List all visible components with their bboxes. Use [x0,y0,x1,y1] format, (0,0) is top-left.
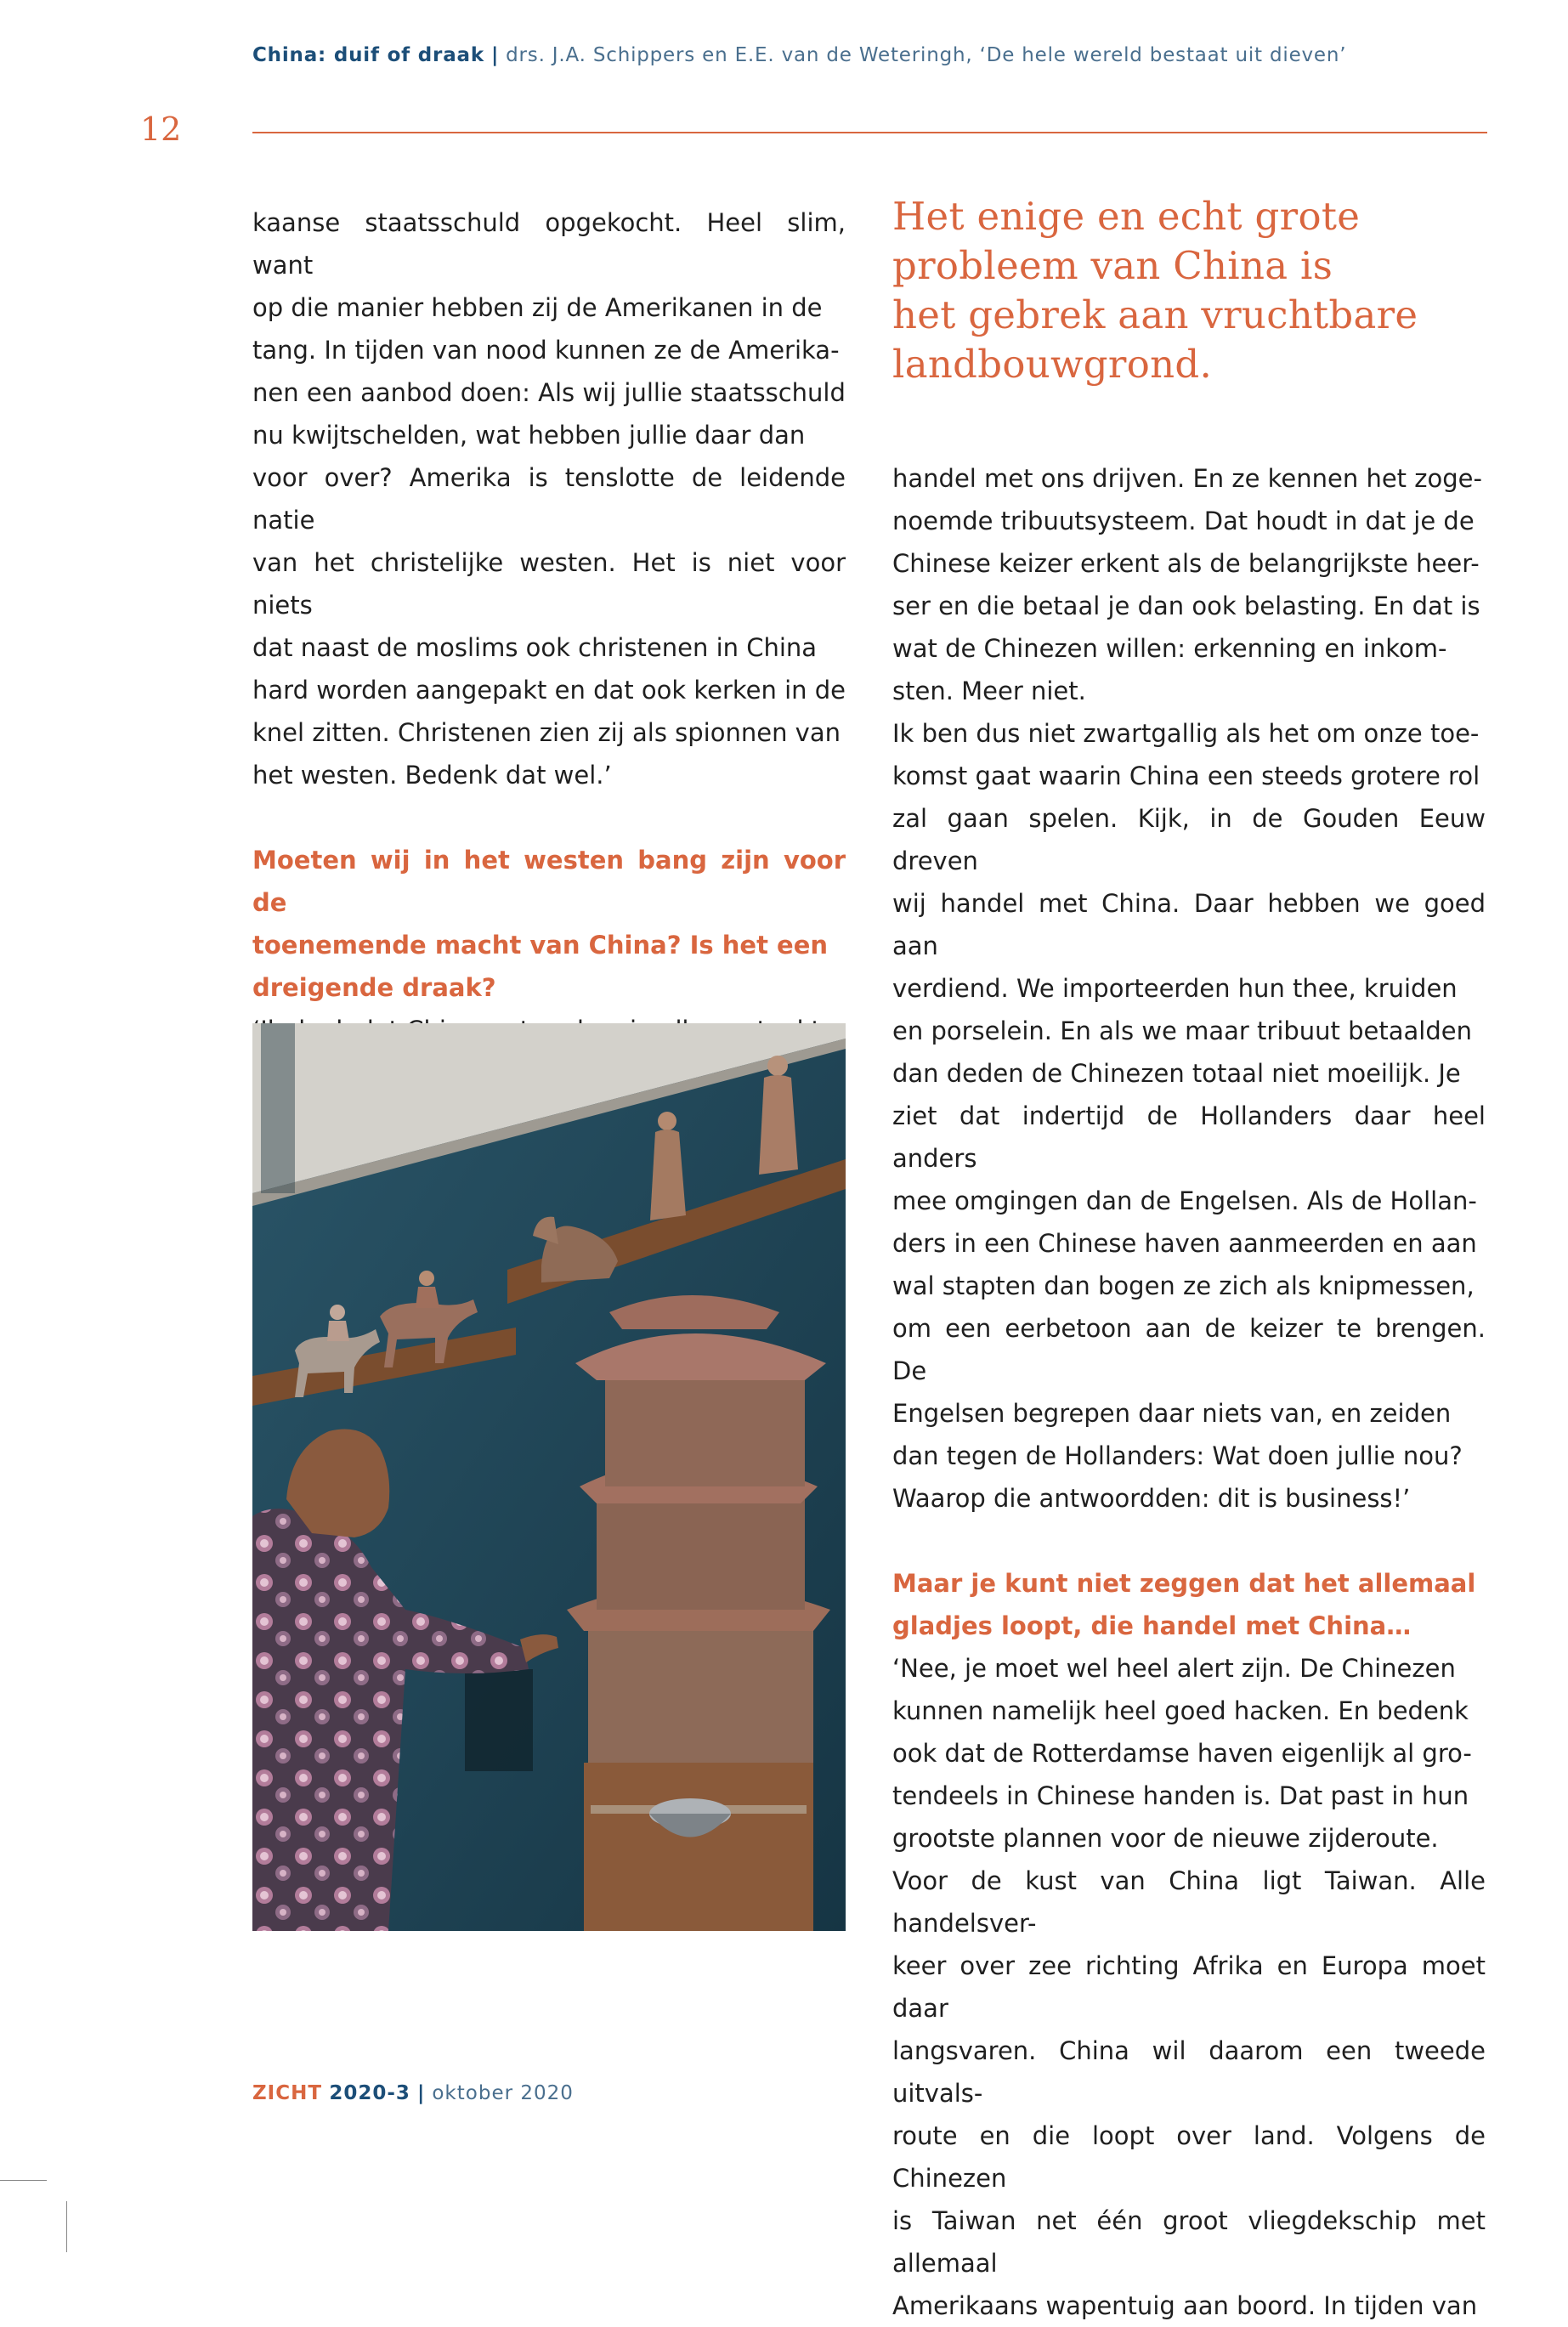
question-line: dreigende draak? [252,973,496,1002]
body-line: grootste plannen voor de nieuwe zijderoute. [892,1824,1439,1853]
body-line: Chinese keizer erkent als de belangrijkste heer- [892,549,1480,578]
footer-separator: | [416,2082,426,2104]
right-body-b [892,1647,1486,2327]
body-line: knel zitten. Christenen zien zij als spionnen van [252,718,841,747]
running-head-author: drs. J.A. Schippers en E.E. van de Weteringh, ‘De hele wereld bestaat uit dieven’ [506,44,1347,66]
body-line: nen een aanbod doen: Als wij jullie staatsschuld [252,378,846,407]
body-line: wij handel met China. Daar hebben we goed aan [892,889,1486,960]
right-column [892,457,1486,2327]
body-line: ‘Nee, je moet wel heel alert zijn. De Chinezen [892,1654,1456,1683]
question-line: gladjes loopt, die handel met China… [892,1611,1412,1640]
pagoda-model [567,1295,830,1931]
page-footer [252,2082,574,2104]
body-line: noemde tribuutsysteem. Dat houdt in dat je de [892,507,1475,535]
body-line: op die manier hebben zij de Amerikanen in de [252,293,823,322]
paragraph-gap [892,1520,1486,1562]
paragraph-gap [252,796,846,839]
running-head [252,44,1485,66]
page-number: 12 [140,110,182,148]
question-line: toenemende macht van China? Is het een [252,931,829,960]
article-photo [252,1023,846,1931]
body-line: Ik ben dus niet zwartgallig als het om onze toe- [892,719,1480,748]
crop-mark-horizontal [0,2180,47,2181]
body-line: kaanse staatsschuld opgekocht. Heel slim, want [252,208,846,280]
body-line: om een eerbetoon aan de keizer te brengen. De [892,1314,1486,1385]
body-line: mee omgingen dan de Engelsen. Als de Hollan- [892,1186,1477,1215]
body-line: verdiend. We importeerden hun thee, kruiden [892,974,1458,1003]
footer-date: oktober 2020 [432,2082,574,2104]
body-line: route en die loopt over land. Volgens de Chinezen [892,2121,1486,2193]
body-line: ziet dat indertijd de Hollanders daar heel anders [892,1101,1486,1173]
body-line: ser en die betaal je dan ook belasting. En dat is [892,592,1480,620]
right-body-a [892,457,1486,1520]
pull-quote-line: probleem van China is [892,243,1333,288]
footer-issue: 2020-3 [329,2082,410,2104]
body-line: komst gaat waarin China een steeds grotere rol [892,762,1480,790]
body-line: zal gaan spelen. Kijk, in de Gouden Eeuw dreven [892,804,1486,875]
body-line: tang. In tijden van nood kunnen ze de Amerika- [252,336,840,365]
body-line: het westen. Bedenk dat wel.’ [252,761,612,790]
pull-quote-line: landbouwgrond. [892,342,1213,387]
body-line: tendeels in Chinese handen is. Dat past in hun [892,1781,1469,1810]
interview-question [892,1562,1486,1647]
body-line: van het christelijke westen. Het is niet voor niets [252,548,846,620]
pull-quote [892,192,1487,389]
left-body-a [252,201,846,796]
body-line: Engelsen begrepen daar niets van, en zeiden [892,1399,1452,1428]
pull-quote-line: Het enige en echt grote [892,194,1361,239]
body-line: Voor de kust van China ligt Taiwan. Alle handelsver- [892,1866,1486,1938]
body-line: handel met ons drijven. En ze kennen het zoge- [892,464,1482,493]
body-line: Waarop die antwoordden: dit is business!’ [892,1484,1411,1513]
interview-question [252,839,846,1009]
body-line: Amerikaans wapentuig aan boord. In tijden van [892,2291,1478,2320]
body-line: dan tegen de Hollanders: Wat doen jullie nou? [892,1441,1463,1470]
body-line: langsvaren. China wil daarom een tweede uitvals- [892,2036,1486,2108]
running-head-separator: | [490,44,500,66]
body-line: ders in een Chinese haven aanmeerden en aan [892,1229,1477,1258]
body-line: hard worden aangepakt en dat ook kerken in de [252,676,846,705]
body-line: keer over zee richting Afrika en Europa moet daar [892,1951,1486,2023]
question-line: Moeten wij in het westen bang zijn voor de [252,846,846,917]
question-line: Maar je kunt niet zeggen dat het allemaal [892,1569,1476,1598]
body-line: voor over? Amerika is tenslotte de leidende natie [252,463,846,535]
body-line: sten. Meer niet. [892,677,1086,705]
body-line: wat de Chinezen willen: erkenning en inkom- [892,634,1447,663]
body-line: nu kwijtschelden, wat hebben jullie daar dan [252,421,806,450]
body-line: ook dat de Rotterdamse haven eigenlijk al gro- [892,1739,1472,1768]
body-line: is Taiwan net één groot vliegdekschip met allemaal [892,2206,1486,2278]
body-line: dat naast de moslims ook christenen in China [252,633,818,662]
footer-magazine: ZICHT [252,2082,323,2104]
crop-mark-vertical [66,2201,67,2252]
left-column [252,201,846,1136]
photo-illustration [252,1023,846,1931]
running-head-title: China: duif of draak [252,44,484,66]
body-line: dan deden de Chinezen totaal niet moeilijk. Je [892,1059,1461,1088]
body-line: en porselein. En als we maar tribuut betaalden [892,1016,1472,1045]
pull-quote-line: het gebrek aan vruchtbare [892,292,1418,337]
header-rule [252,132,1487,133]
body-line: wal stapten dan bogen ze zich als knipmessen, [892,1271,1475,1300]
body-line: kunnen namelijk heel goed hacken. En bedenk [892,1696,1469,1725]
